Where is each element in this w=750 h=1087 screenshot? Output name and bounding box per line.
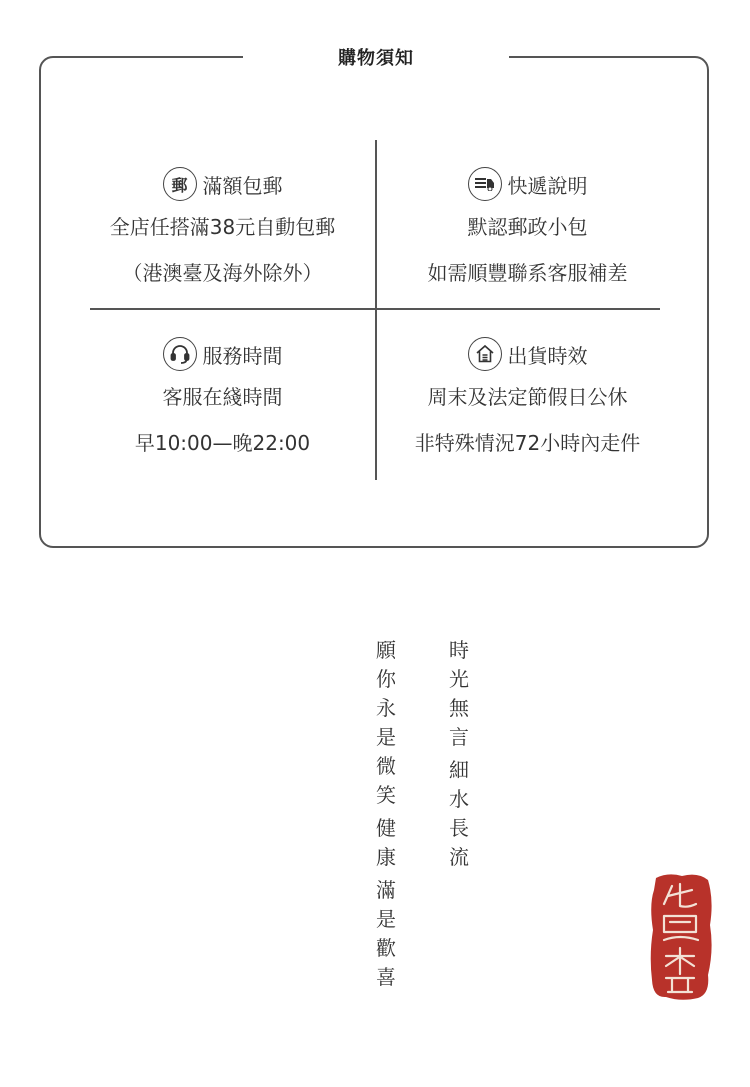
red-seal-stamp <box>648 870 714 1002</box>
verse-char: 細 <box>449 758 469 782</box>
verse-char: 是 <box>376 907 396 931</box>
verse-right-column <box>445 636 473 872</box>
verse-char: 是 <box>376 725 396 749</box>
verse-char: 永 <box>376 696 396 720</box>
verse-char: 無 <box>449 696 469 720</box>
verse-line <box>372 814 400 872</box>
verse-char: 時 <box>449 638 469 662</box>
verse-left-column <box>372 636 400 992</box>
service-hours-line1: 客服在綫時間 <box>162 385 283 409</box>
free-shipping-label: 滿額包郵 <box>202 173 283 198</box>
verse-char: 光 <box>449 667 469 691</box>
shopping-notice-box <box>39 56 709 548</box>
verse-char: 流 <box>449 845 469 869</box>
verse-line <box>445 636 473 752</box>
verse-char: 歡 <box>376 936 396 960</box>
headset-icon <box>163 337 197 371</box>
shipping-time-section <box>375 334 680 466</box>
express-label: 快遞說明 <box>507 173 588 198</box>
service-hours-section <box>70 334 375 466</box>
notice-title-wrapper <box>243 44 509 70</box>
verse-char: 笑 <box>376 783 396 807</box>
verse-char: 喜 <box>376 965 396 989</box>
service-hours-line2: 早10:00—晚22:00 <box>134 431 311 455</box>
verse-char: 水 <box>449 787 469 811</box>
free-shipping-section <box>70 164 375 296</box>
verse-char: 康 <box>376 845 396 869</box>
horizontal-divider <box>90 308 660 310</box>
verse-char: 你 <box>376 667 396 691</box>
express-line2: 如需順豐聯系客服補差 <box>427 261 628 285</box>
verse-char: 健 <box>376 816 396 840</box>
notice-title: 購物須知 <box>338 48 414 69</box>
service-hours-label: 服務時間 <box>202 343 283 368</box>
shipping-time-line1: 周末及法定節假日公休 <box>427 385 628 409</box>
verse-char: 言 <box>449 725 469 749</box>
express-line1: 默認郵政小包 <box>467 215 588 239</box>
verse-char: 願 <box>376 638 396 662</box>
express-section <box>375 164 680 296</box>
free-shipping-line1: 全店任搭滿38元自動包郵 <box>109 215 336 239</box>
verse-line <box>372 636 400 810</box>
verse-line <box>372 876 400 992</box>
verse-char: 滿 <box>376 878 396 902</box>
free-shipping-line2: （港澳臺及海外除外） <box>122 261 323 285</box>
delivery-truck-icon <box>468 167 502 201</box>
verse-line <box>445 756 473 872</box>
verse-char: 長 <box>449 816 469 840</box>
shipping-time-line2: 非特殊情況72小時內走件 <box>414 431 641 455</box>
shipping-time-label: 出貨時效 <box>507 343 588 368</box>
verse-char: 微 <box>376 754 396 778</box>
home-icon <box>468 337 502 371</box>
mail-stamp-icon: 郵 <box>163 167 197 201</box>
